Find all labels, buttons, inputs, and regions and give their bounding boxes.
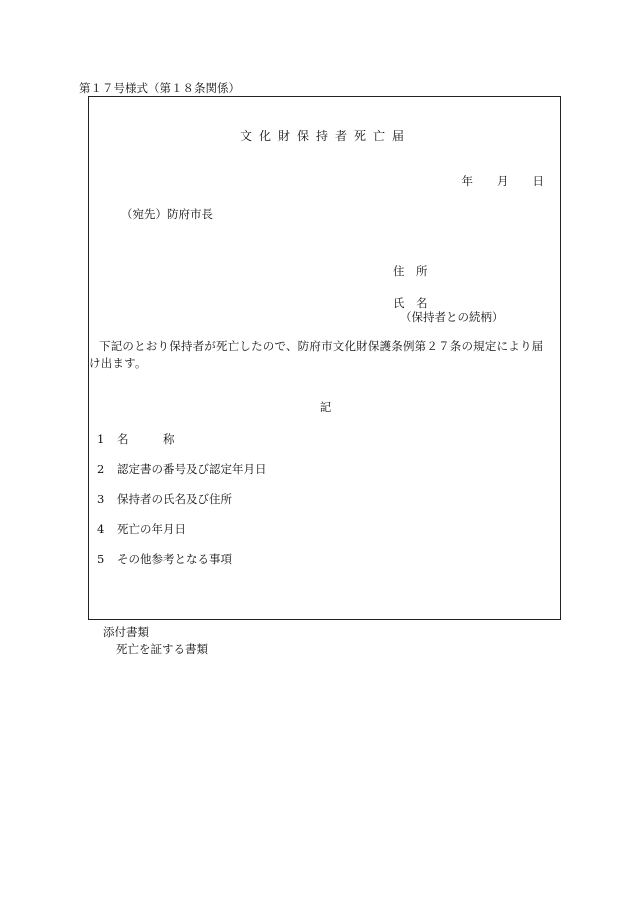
item-number: 5 [97, 552, 105, 566]
date-month-label: 月 [497, 174, 509, 188]
item-name [97, 432, 175, 448]
body-text: 下記のとおり保持者が死亡したので、防府市文化財保護条例第２７条の規定により届け出ます。 [89, 339, 544, 370]
item-number: 4 [97, 522, 105, 536]
name-label: 氏 名 [393, 296, 428, 310]
item-number: 2 [97, 462, 105, 476]
date-day-label: 日 [532, 174, 544, 188]
item-number: 1 [97, 432, 105, 446]
form-number-label: 第１７号様式（第１８条関係） [79, 81, 240, 95]
item-label: 死亡の年月日 [117, 522, 186, 536]
item-label: 保持者の氏名及び住所 [117, 492, 232, 506]
item-number: 3 [97, 492, 105, 506]
attachment-title: 添付書類 [103, 625, 149, 639]
address-label: 住 所 [393, 264, 428, 278]
relation-label: （保持者との続柄） [400, 310, 504, 324]
attachment-item: 死亡を証する書類 [116, 642, 208, 656]
item-label: 名 称 [117, 432, 175, 446]
item-label: その他参考となる事項 [117, 552, 232, 566]
form-title: 文化財保持者死亡届 [239, 129, 411, 143]
form-box [88, 96, 561, 620]
item-other [97, 552, 232, 568]
recipient: （宛先）防府市長 [121, 207, 213, 221]
ki-heading: 記 [319, 400, 332, 414]
item-holder [97, 492, 232, 508]
date-line [462, 174, 545, 190]
item-label: 認定書の番号及び認定年月日 [117, 462, 267, 476]
item-certificate [97, 462, 267, 478]
item-death-date [97, 522, 186, 538]
date-year-label: 年 [461, 174, 473, 188]
